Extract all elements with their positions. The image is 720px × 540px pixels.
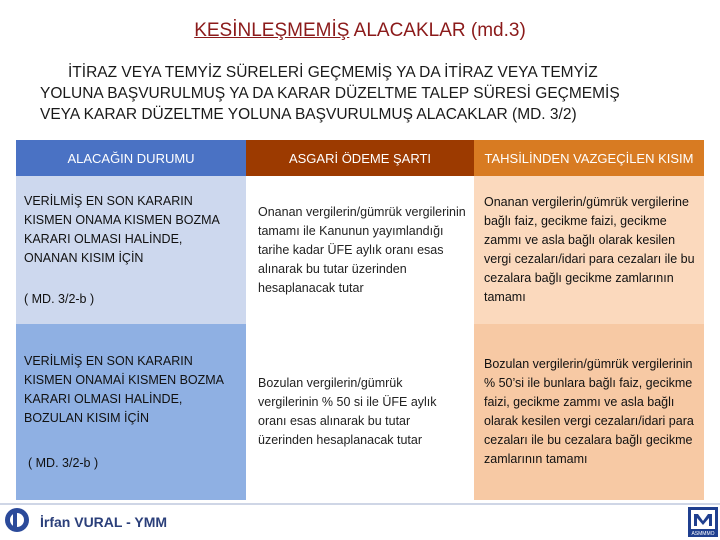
header-status: ALACAĞIN DURUMU	[16, 140, 246, 176]
waived-cell	[474, 176, 704, 324]
header-waived: TAHSİLİNDEN VAZGEÇİLEN KISIM	[474, 140, 704, 176]
payment-text: Bozulan vergilerin/gümrük vergilerinin % 50 si ile ÜFE aylık oranı esas alınarak bu tutar üzerinden hesaplanacak tutar	[258, 376, 437, 447]
page-title	[0, 20, 720, 42]
table-row	[16, 176, 704, 324]
payment-cell	[246, 324, 474, 500]
table-header-row	[16, 140, 704, 176]
page-title-underlined: KESİNLEŞMEMİŞ	[194, 20, 350, 41]
article-reference: ( MD. 3/2-b )	[24, 291, 95, 306]
status-cell	[16, 176, 246, 324]
page-title-rest: ALACAKLAR (md.3)	[353, 20, 526, 41]
payment-text: Onanan vergilerin/gümrük vergilerinin tamamı ile Kanunun yayımlandığı tarihe kadar ÜFE aylık oranı esas alınarak bu tutar üzerinden hesaplanacak tutar	[258, 204, 466, 295]
subtitle	[40, 62, 680, 125]
subtitle-line-1: İTİRAZ VEYA TEMYİZ SÜRELERİ GEÇMEMİŞ YA DA İTİRAZ VEYA TEMYİZ	[68, 64, 598, 81]
status-cell	[16, 324, 246, 500]
mm-logo-label: ASMMMO	[691, 531, 715, 537]
waived-cell	[474, 324, 704, 500]
subtitle-line-3: VEYA KARAR DÜZELTME YOLUNA BAŞVURULMUŞ ALACAKLAR (MD. 3/2)	[40, 106, 577, 123]
receivables-table	[16, 140, 704, 500]
payment-cell	[246, 176, 474, 324]
circular-logo-icon	[4, 507, 30, 533]
status-text: VERİLMİŞ EN SON KARARIN KISMEN ONAMA KISMEN BOZMA KARARI OLMASI HALİNDE, ONANAN KISIM İÇİN	[24, 193, 220, 265]
waived-text: Onanan vergilerin/gümrük vergilerine bağlı faiz, gecikme faizi, gecikme zammı ve asla bağlı olarak kesilen vergi cezaları/idari para cezaları ile bu cezalara bağlı gecikme zamlarının tamamı	[484, 195, 695, 304]
waived-text: Bozulan vergilerin/gümrük vergilerinin % 50’si ile bunlara bağlı faiz, gecikme faizi, gecikme zammı ve asla bağlı olarak kesilen vergi cezaları/idari para cezaları ile bu cezalara bağlı gecikme zamlarının tamamı	[484, 357, 694, 466]
footer-divider	[0, 503, 720, 505]
article-reference: ( MD. 3/2-b )	[28, 455, 99, 470]
footer-author: İrfan VURAL - YMM	[40, 514, 168, 530]
status-text: VERİLMİŞ EN SON KARARIN KISMEN ONAMAİ KISMEN BOZMA KARARI OLMASI HALİNDE, BOZULAN KISIM İÇİN	[24, 353, 224, 425]
subtitle-line-2: YOLUNA BAŞVURULMUŞ YA DA KARAR DÜZELTME TALEP SÜRESİ GEÇMEMİŞ	[40, 85, 620, 102]
table-row	[16, 324, 704, 500]
header-payment: ASGARİ ÖDEME ŞARTI	[246, 140, 474, 176]
mm-logo-icon	[688, 507, 718, 537]
